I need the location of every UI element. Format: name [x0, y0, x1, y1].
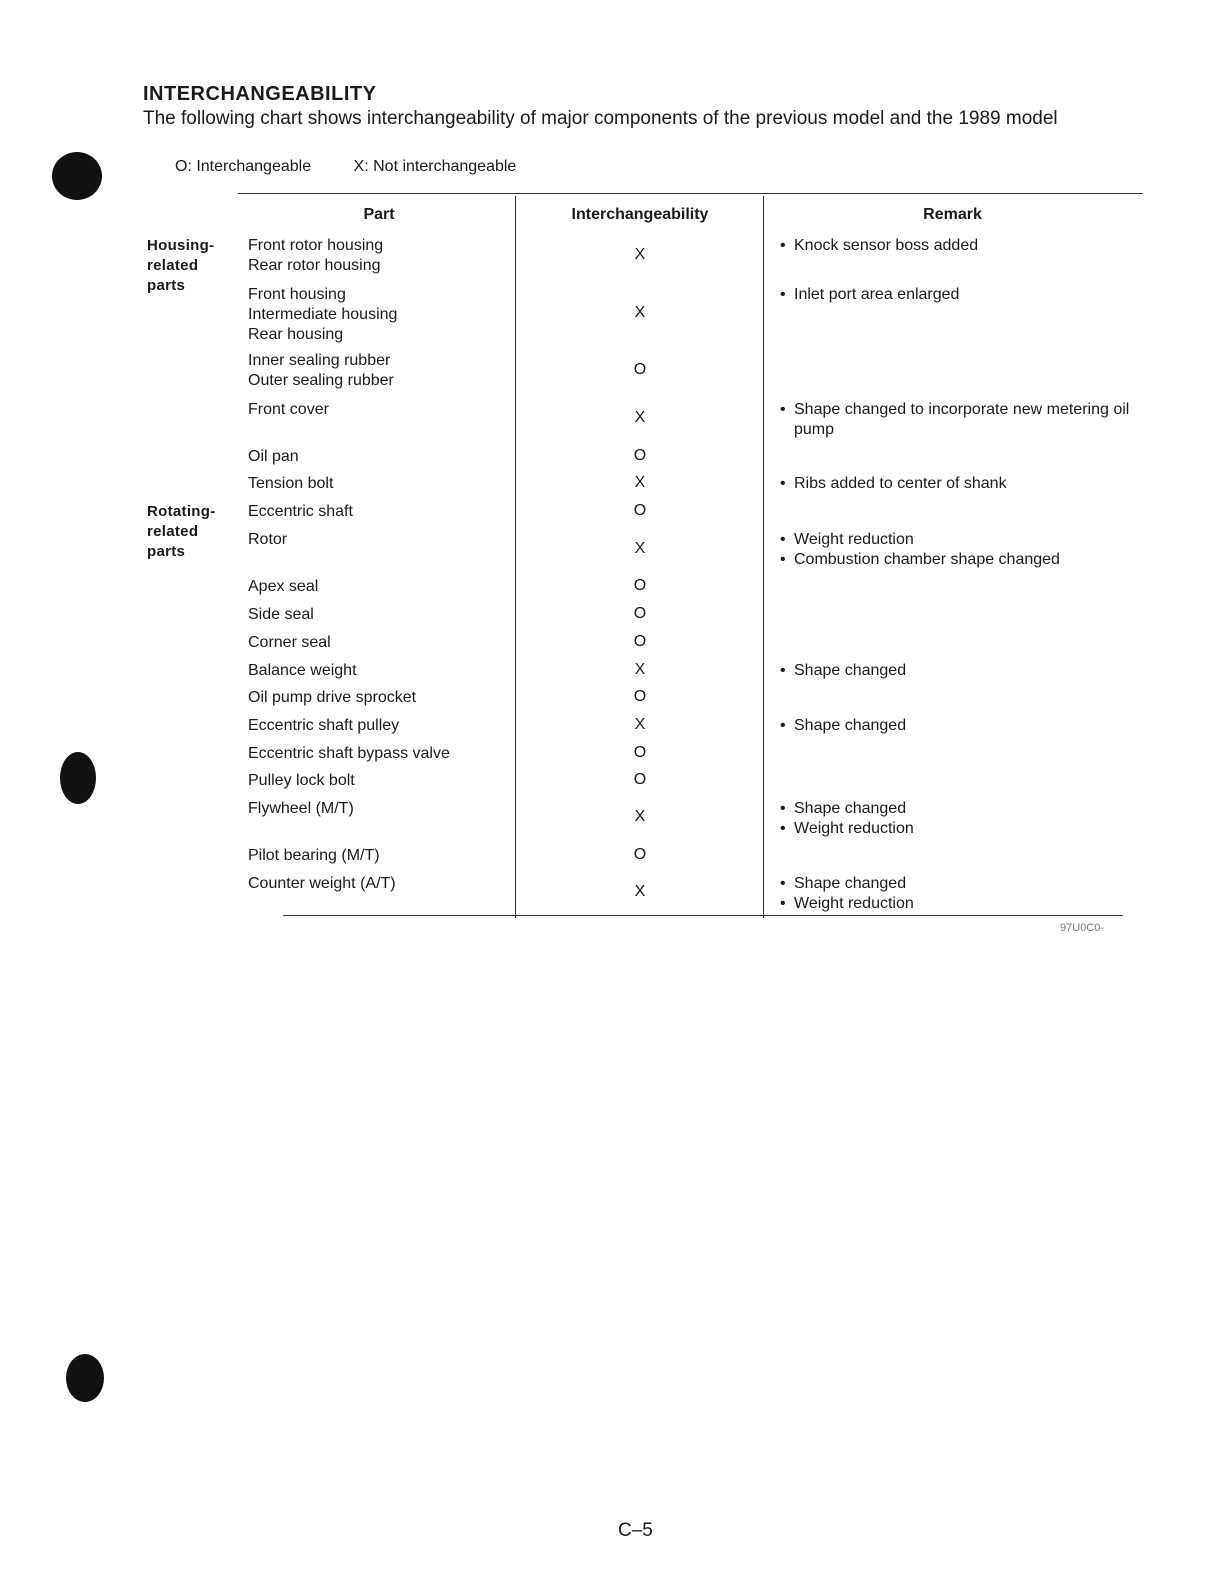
- header-remark: Remark: [923, 206, 982, 223]
- remark-item: • Ribs added to center of shank: [780, 474, 1145, 494]
- remark-item: • Knock sensor boss added: [780, 236, 1145, 256]
- binder-hole-top: [52, 152, 102, 200]
- interchangeability-mark: X: [634, 661, 646, 678]
- intro-text: The following chart shows interchangeability of major components of the previous model and the 1989 model: [143, 108, 1058, 129]
- remark-cell: [780, 285, 1145, 305]
- column-divider-left: [515, 196, 516, 918]
- part-cell: [248, 799, 510, 819]
- remark-item: • Shape changed: [780, 874, 1145, 894]
- part-cell: [248, 771, 510, 791]
- interchangeability-mark: O: [633, 633, 647, 650]
- remark-cell: [780, 474, 1145, 494]
- part-cell: [248, 716, 510, 736]
- remark-item: • Weight reduction: [780, 530, 1145, 550]
- part-cell: [248, 744, 510, 764]
- interchangeability-mark: O: [633, 744, 647, 761]
- interchangeability-mark: X: [634, 540, 646, 557]
- part-name: Balance weight: [248, 662, 357, 679]
- remark-item: • Combustion chamber shape changed: [780, 550, 1145, 570]
- interchangeability-mark: X: [634, 716, 646, 733]
- part-cell: [248, 474, 510, 494]
- part-name: Rear housing: [248, 326, 344, 343]
- part-name: Front housing: [248, 286, 346, 303]
- binder-hole-bottom: [66, 1354, 104, 1402]
- interchangeability-mark: O: [633, 502, 647, 519]
- part-name: Apex seal: [248, 578, 319, 595]
- remark-item: • Inlet port area enlarged: [780, 285, 1145, 305]
- remark-item: • Weight reduction: [780, 894, 1145, 914]
- interchangeability-mark: X: [634, 246, 646, 263]
- legend-not-interchangeable: X: Not interchangeable: [353, 158, 517, 175]
- part-name: Oil pan: [248, 448, 299, 465]
- remark-cell: [780, 799, 1145, 839]
- part-cell: [248, 236, 510, 276]
- part-cell: [248, 577, 510, 597]
- table-top-rule: [238, 193, 1143, 194]
- part-name: Pilot bearing (M/T): [248, 847, 380, 864]
- interchangeability-mark: O: [633, 688, 647, 705]
- part-cell: [248, 661, 510, 681]
- interchangeability-mark: O: [633, 577, 647, 594]
- interchangeability-mark: X: [634, 474, 646, 491]
- binder-hole-middle: [60, 752, 96, 804]
- part-cell: [248, 846, 510, 866]
- part-name: Eccentric shaft: [248, 503, 353, 520]
- part-cell: [248, 502, 510, 522]
- remark-cell: [780, 716, 1145, 736]
- header-interchangeability: Interchangeability: [571, 206, 709, 223]
- interchangeability-mark: X: [634, 883, 646, 900]
- group-housing-related: Housing- related parts: [147, 237, 215, 294]
- page-heading: INTERCHANGEABILITY: [143, 83, 377, 105]
- interchangeability-mark: O: [633, 447, 647, 464]
- part-name: Counter weight (A/T): [248, 875, 396, 892]
- remark-cell: [780, 661, 1145, 681]
- group-rotating-related: Rotating- related parts: [147, 503, 216, 560]
- part-cell: [248, 688, 510, 708]
- drawing-code: 97U0C0-: [1060, 922, 1105, 934]
- remark-item: • Shape changed to incorporate new metering oil pump: [780, 400, 1145, 440]
- part-cell: [248, 530, 510, 550]
- remark-cell: [780, 236, 1145, 256]
- part-cell: [248, 447, 510, 467]
- remark-cell: [780, 530, 1145, 570]
- remark-item: • Shape changed: [780, 716, 1145, 736]
- legend-interchangeable: O: Interchangeable: [175, 158, 312, 175]
- part-cell: [248, 400, 510, 420]
- remark-item: • Shape changed: [780, 799, 1145, 819]
- interchangeability-mark: O: [633, 846, 647, 863]
- table-bottom-rule: [283, 915, 1123, 916]
- header-part: Part: [363, 206, 395, 223]
- remark-item: • Shape changed: [780, 661, 1145, 681]
- part-name: Inner sealing rubber: [248, 352, 391, 369]
- part-name: Rotor: [248, 531, 288, 548]
- part-name: Front rotor housing: [248, 237, 384, 254]
- remark-cell: [780, 874, 1145, 914]
- interchangeability-mark: X: [634, 409, 646, 426]
- part-name: Eccentric shaft pulley: [248, 717, 400, 734]
- part-cell: [248, 874, 510, 894]
- part-cell: [248, 285, 510, 345]
- interchangeability-mark: X: [634, 808, 646, 825]
- part-cell: [248, 351, 510, 391]
- part-name: Tension bolt: [248, 475, 334, 492]
- interchangeability-mark: X: [634, 304, 646, 321]
- remark-item: • Weight reduction: [780, 819, 1145, 839]
- page-number: C–5: [618, 1520, 653, 1541]
- part-name: Rear rotor housing: [248, 257, 381, 274]
- part-name: Pulley lock bolt: [248, 772, 355, 789]
- remark-cell: [780, 400, 1145, 440]
- legend: [175, 158, 516, 176]
- part-name: Outer sealing rubber: [248, 372, 394, 389]
- part-name: Intermediate housing: [248, 306, 398, 323]
- part-name: Flywheel (M/T): [248, 800, 354, 817]
- interchangeability-mark: O: [633, 771, 647, 788]
- part-name: Corner seal: [248, 634, 331, 651]
- interchangeability-mark: O: [633, 361, 647, 378]
- interchangeability-mark: O: [633, 605, 647, 622]
- part-name: Oil pump drive sprocket: [248, 689, 417, 706]
- column-divider-right: [763, 196, 764, 918]
- part-cell: [248, 605, 510, 625]
- part-cell: [248, 633, 510, 653]
- part-name: Side seal: [248, 606, 314, 623]
- part-name: Eccentric shaft bypass valve: [248, 745, 450, 762]
- part-name: Front cover: [248, 401, 329, 418]
